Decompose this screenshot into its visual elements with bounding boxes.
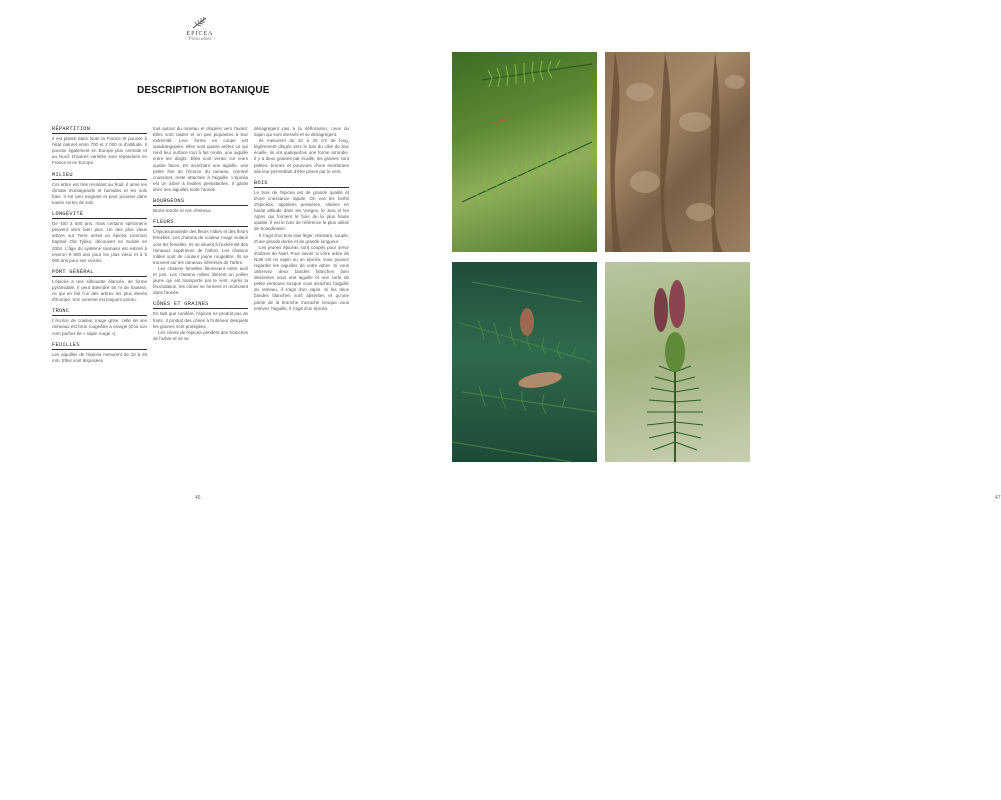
- body-paragraph: Les chatons femelles fleurissent entre avril et juin. Les chatons mâles libèrent un pollen jaune qui est transporté par le vent. Après la fécondation, les cônes se forment et mûrissent dans l'année.: [153, 265, 248, 296]
- body-paragraph: Les cônes de l'épicéa pendent des branches de l'arbre et ne se: [153, 329, 248, 341]
- section-heading: RÉPARTITION: [52, 126, 147, 134]
- body-paragraph: L'épicéa a une silhouette élancée, de forme pyramidale. Il peut atteindre 50 m de hauteur, ce qui en fait l'un des arbres les plus élevés d'Europe. Son sommet est toujours pointu.: [52, 278, 147, 303]
- body-paragraph: Les jeunes épicéas sont coupés pour servir d'arbres de Noël. Pour savoir si votre arbre de Noël est un sapin ou un épicéa, vous pouvez regarder les aiguilles de votre arbre. Si vous observez deux bandes blanches bien dessinées sous une aiguille et une sorte de petite ventouse lorsque vous arrachez l'aiguille du rameau, il s'agit d'un sapin. Si les deux bandes blanches sont absentes et qu'une partie de la branche s'arrache lorsque vous enlevez l'aiguille, il s'agit d'un épicéa.: [254, 244, 349, 311]
- text-column-3: [254, 126, 349, 312]
- spruce-buds-photo: [605, 262, 750, 462]
- spruce-cones-photo: [452, 262, 597, 462]
- section-heading: MILIEU: [52, 172, 147, 180]
- section-heading: TRONC: [52, 308, 147, 316]
- section-heading: PORT GÉNÉRAL: [52, 269, 147, 277]
- text-column-2: [153, 126, 248, 342]
- brand-logo: [174, 16, 226, 42]
- body-paragraph: L'épicéa possède des fleurs mâles et des fleurs femelles. Les chatons de couleur rouge violacé sont les femelles. Ils se situent à l'extrémité des rameaux supérieurs de l'arbre. Les chatons mâles sont de couleur jaune rougeâtre. Ils se trouvent sur les rameaux inférieurs de l'arbre.: [153, 229, 248, 265]
- body-paragraph: De 400 à 500 ans, mais certains spécimens peuvent vivre bien plus. Un des plus vieux arbres sur Terre serait un épicéa commun baptisé Old Tjikko, découvert en Suède en 2004. L'âge du système racinaire est estimé à environ 9 500 ans pour les plus vieux et à 5 000 ans pour ses voisins.: [52, 221, 147, 263]
- body-paragraph: Cet arbre est très résistant au froid, il aime les climats montagnards et humides et les sols frais. Il est peu exigeant et peut pousser dans toutes sortes de sols.: [52, 181, 147, 205]
- body-paragraph: Le bois de l'épicéa est de grande qualité et d'une croissance rapide. On voit les forêts d'épicéas, appelées pessières, situées en haute altitude dans les Vosges, le Jura et les Alpes qui forment le bois de la plus haute qualité. Il est le bois de référence le plus utilisé de Scandinavie.: [254, 189, 349, 232]
- page-title: DESCRIPTION BOTANIQUE: [137, 85, 270, 96]
- section-heading: FLEURS: [153, 219, 248, 227]
- sprig-icon: [191, 16, 209, 30]
- section-heading: CÔNES ET GRAINES: [153, 301, 248, 309]
- brand-name: ÉPICÉA: [186, 31, 214, 37]
- body-paragraph: Il s'agit d'un bois clair léger, résistant, souple, d'une grande durée et de grande longueur.: [254, 232, 350, 244]
- spruce-branch-photo: [452, 52, 597, 252]
- body-paragraph: Ils mesurent de 10 à 20 cm de long, légèrement dirigés vers le bas du côté de leur écaille, ils ont quelquefois une forme arrondie. Il y a deux graines par écaille, les graines sont petites, brunes et pourvues d'une membrane aile leur permettant d'être prises par le vent.: [254, 138, 349, 174]
- body-paragraph: En tant que conifère, l'épicéa ne produit pas de fruits. Il produit des cônes à l'intérieur desquels les graines sont protégées.: [153, 311, 248, 329]
- text-column-1: [52, 126, 147, 364]
- section-heading: LONGÉVITÉ: [52, 211, 147, 219]
- section-heading: FEUILLES: [52, 342, 147, 350]
- body-paragraph: Il est planté dans toute la France et pousse à l'état naturel entre 700 et 2 000 m d'altitude. Il pousse également en Europe plus centrale et au Nord. D'autres variétés sont répandues en France et en Europe.: [52, 136, 147, 166]
- body-paragraph: Les aiguilles de l'épicéa mesurent de 15 à 25 mm. Elles sont disposées: [52, 351, 147, 363]
- section-heading: BOIS: [254, 180, 349, 188]
- bark-texture-photo: [605, 52, 750, 252]
- brand-tagline: - Picea abies -: [174, 37, 226, 42]
- body-paragraph: désagrègent pas à la défloraison, ceux du sapin qui sont dressés et se désagrègent.: [254, 126, 349, 138]
- section-heading: BOURGEONS: [153, 198, 248, 206]
- body-paragraph: tout autour du rameau et dirigées vers l'avant. Elles sont raides et un peu piquantes à leur extrémité. Leur forme en coupe est quadrangulaire, elles sont quatre arêtes ce qui rend leur surface tout à fait ronde, une aiguille entre les doigts. Elles sont vertes sur leurs quatre faces. En arrachant une aiguille, une petite fine de l'écorce du rameau, nommé coussinet, reste attachée à l'aiguille. L'épicéa est un arbre à feuilles persistantes. Il garde donc ses aiguilles toute l'année.: [153, 126, 248, 192]
- body-paragraph: L'écorce de couleur rouge grise, celle de ses rameaux est brun rougeâtre à orangé (d'où son nom parfois de « sapin rouge »).: [52, 318, 147, 336]
- body-paragraph: Bruns tendre et non résineux.: [153, 208, 213, 214]
- left-page: [0, 0, 400, 510]
- page-number-right: 47: [995, 495, 1001, 501]
- page-number-left: 46: [195, 495, 201, 501]
